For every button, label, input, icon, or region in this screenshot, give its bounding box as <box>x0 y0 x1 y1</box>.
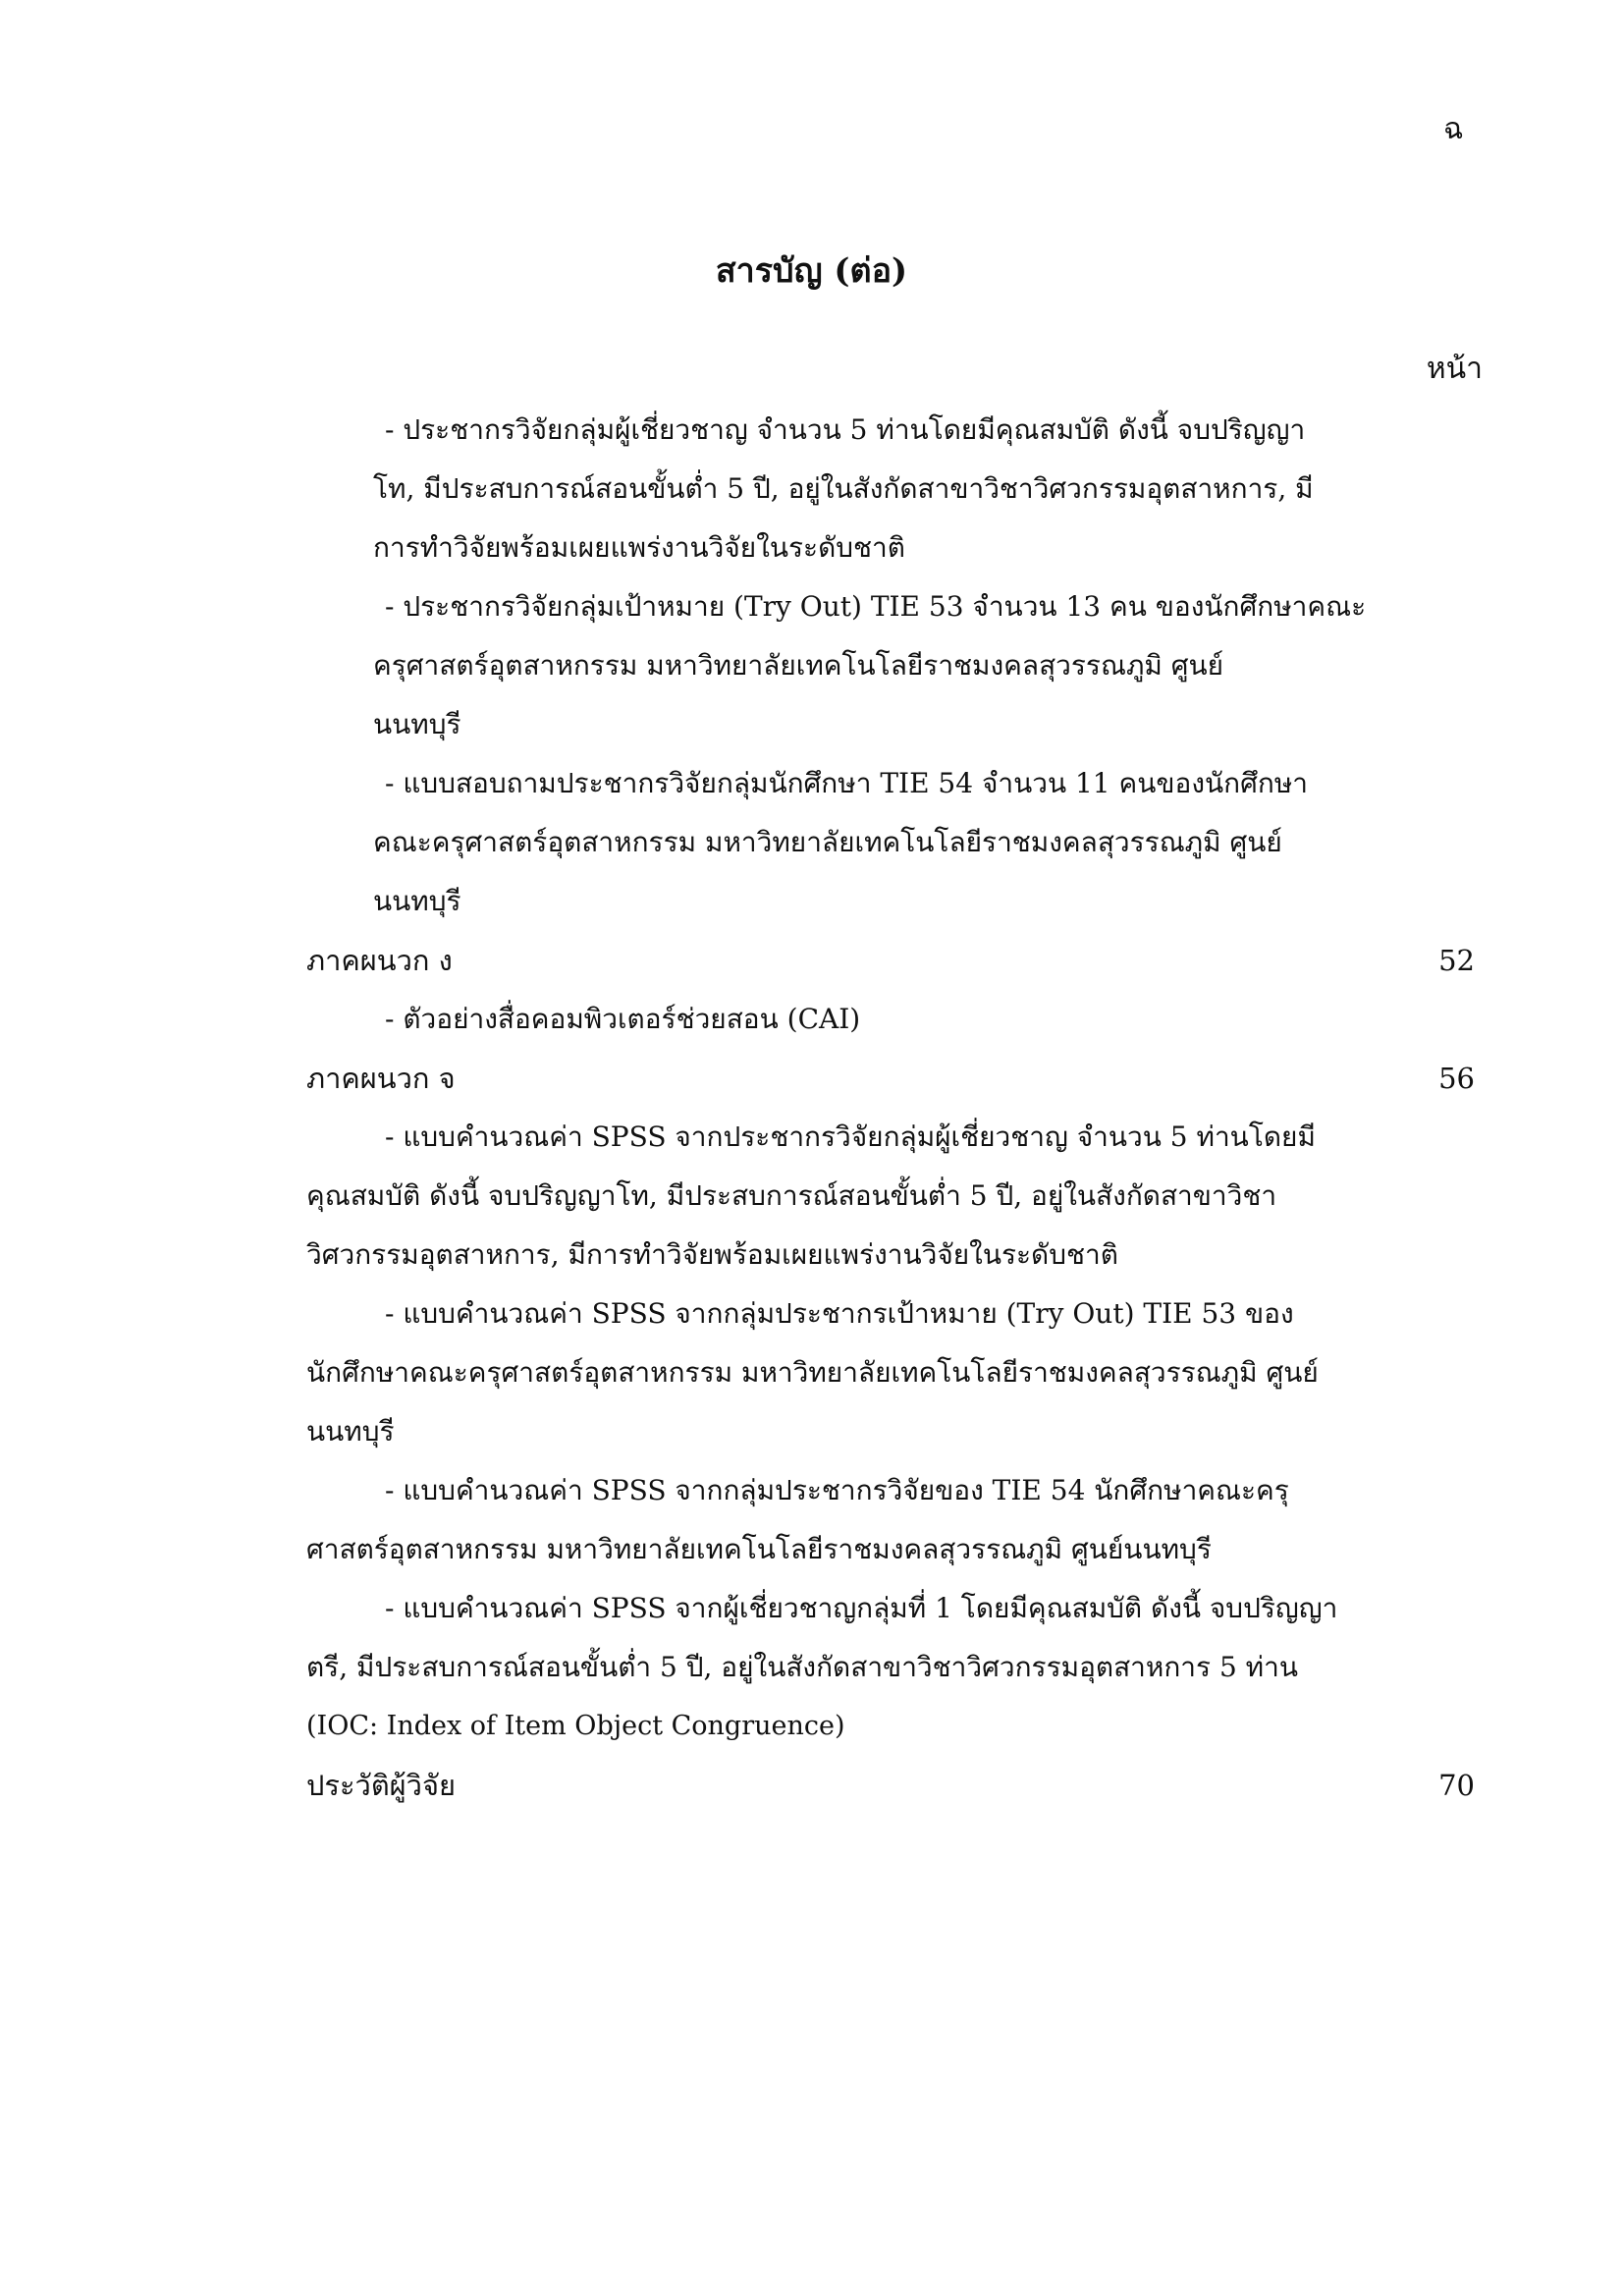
toc-entry-biography[interactable] <box>306 1766 1475 1805</box>
toc-text-line: นนทบุรี <box>373 885 461 917</box>
toc-entry-page: 70 <box>1438 1769 1475 1802</box>
toc-entry-appendix-e[interactable] <box>306 1059 1475 1098</box>
page-title: สารบัญ (ต่อ) <box>715 251 908 291</box>
toc-entry-page: 56 <box>1438 1062 1475 1095</box>
toc-entry-title: ภาคผนวก ง <box>306 944 453 977</box>
toc-text-line: - แบบสอบถามประชากรวิจัยกลุ่มนักศึกษา TIE 54 จำนวน 11 คนของนักศึกษา <box>385 767 1309 799</box>
toc-entry-title: ประวัติผู้วิจัย <box>306 1769 456 1802</box>
toc-text-line: คุณสมบัติ ดังนี้ จบปริญญาโท, มีประสบการณ์สอนขั้นต่ำ 5 ปี, อยู่ในสังกัดสาขาวิชา <box>306 1179 1277 1212</box>
toc-text-line: นักศึกษาคณะครุศาสตร์อุตสาหกรรม มหาวิทยาลัยเทคโนโลยีราชมงคลสุวรรณภูมิ ศูนย์ <box>306 1356 1319 1389</box>
toc-text-line: - แบบคำนวณค่า SPSS จากกลุ่มประชากรเป้าหมาย (Try Out) TIE 53 ของ <box>385 1297 1294 1330</box>
toc-text-line: - แบบคำนวณค่า SPSS จากกลุ่มประชากรวิจัยของ TIE 54 นักศึกษาคณะครุ <box>385 1474 1289 1506</box>
toc-text-line: - แบบคำนวณค่า SPSS จากประชากรวิจัยกลุ่มผู้เชี่ยวชาญ จำนวน 5 ท่านโดยมี <box>385 1121 1316 1153</box>
toc-text-line: ศาสตร์อุตสาหกรรม มหาวิทยาลัยเทคโนโลยีราชมงคลสุวรรณภูมิ ศูนย์นนทบุรี <box>306 1533 1212 1565</box>
toc-text-line: วิศวกรรมอุตสาหการ, มีการทำวิจัยพร้อมเผยแพร่งานวิจัยในระดับชาติ <box>306 1238 1118 1271</box>
toc-text-line: โท, มีประสบการณ์สอนขั้นต่ำ 5 ปี, อยู่ในสังกัดสาขาวิชาวิศวกรรมอุตสาหการ, มี <box>373 472 1314 505</box>
toc-text-line: - ประชากรวิจัยกลุ่มผู้เชี่ยวชาญ จำนวน 5 ท่านโดยมีคุณสมบัติ ดังนี้ จบปริญญา <box>385 413 1306 446</box>
toc-text-line: ตรี, มีประสบการณ์สอนขั้นต่ำ 5 ปี, อยู่ในสังกัดสาขาวิชาวิศวกรรมอุตสาหการ 5 ท่าน <box>306 1651 1298 1683</box>
toc-entry-appendix-d[interactable] <box>306 941 1475 980</box>
toc-text-line: ครุศาสตร์อุตสาหกรรม มหาวิทยาลัยเทคโนโลยีราชมงคลสุวรรณภูมิ ศูนย์ <box>373 649 1224 682</box>
toc-text-line: - ประชากรวิจัยกลุ่มเป้าหมาย (Try Out) TIE 53 จำนวน 13 คน ของนักศึกษาคณะ <box>385 590 1367 623</box>
toc-text-line: นนทบุรี <box>306 1415 395 1448</box>
page-column-header: หน้า <box>1426 352 1483 386</box>
toc-text-line: - ตัวอย่างสื่อคอมพิวเตอร์ช่วยสอน (CAI) <box>385 1003 861 1035</box>
toc-text-line: - แบบคำนวณค่า SPSS จากผู้เชี่ยวชาญกลุ่มที่ 1 โดยมีคุณสมบัติ ดังนี้ จบปริญญา <box>385 1592 1338 1624</box>
page-marker: ฉ <box>1443 112 1464 146</box>
toc-entry-title: ภาคผนวก จ <box>306 1062 456 1095</box>
toc-text-line: นนทบุรี <box>373 708 461 740</box>
toc-text-line: การทำวิจัยพร้อมเผยแพร่งานวิจัยในระดับชาติ <box>373 531 905 564</box>
toc-text-line: คณะครุศาสตร์อุตสาหกรรม มหาวิทยาลัยเทคโนโลยีราชมงคลสุวรรณภูมิ ศูนย์ <box>373 826 1282 858</box>
toc-entry-page: 52 <box>1438 944 1475 977</box>
toc-text-line: (IOC: Index of Item Object Congruence) <box>306 1711 845 1741</box>
